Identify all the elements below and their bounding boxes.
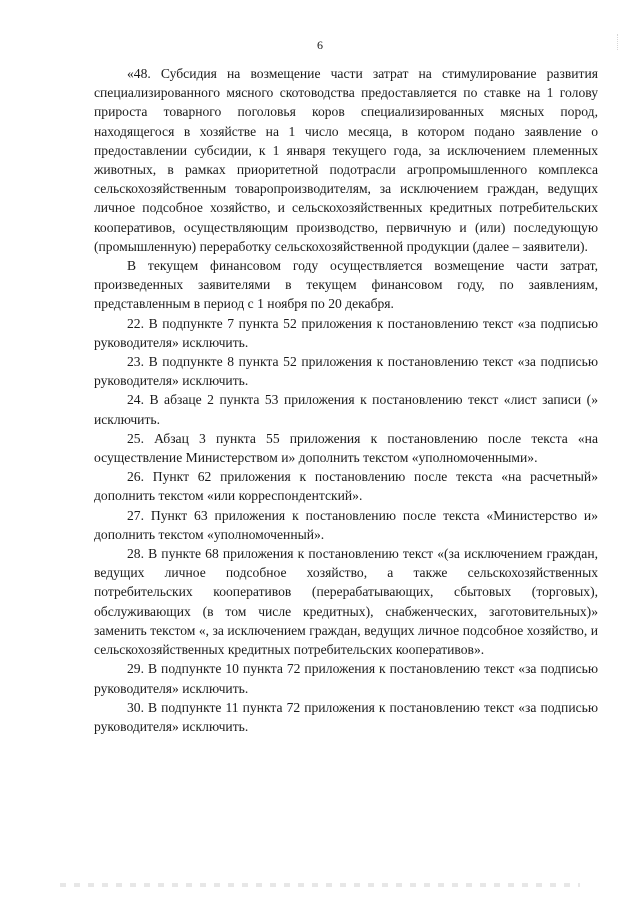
paragraph-25: 25. Абзац 3 пункта 55 приложения к постановлению после текста «на осуществление Министерством и» дополнить текстом «уполномоченными». xyxy=(94,430,598,466)
paragraph-26: 26. Пункт 62 приложения к постановлению после текста «на расчетный» дополнить текстом «или корреспондентский». xyxy=(94,469,598,504)
paragraph-29: 29. В подпункте 10 пункта 72 приложения к постановлению текст «за подписью руководителя» исключить. xyxy=(94,661,598,696)
paragraph-22: 22. В подпункте 7 пункта 52 приложения к постановлению текст «за подписью руководителя» исключить. xyxy=(94,315,598,350)
page-number: 6 xyxy=(317,38,323,52)
paragraph-27: 27. Пункт 63 приложения к постановлению после текста «Министерство и» дополнить текстом «уполномоченный». xyxy=(94,507,598,542)
paragraph-28: 28. В пункте 68 приложения к постановлению текст «(за исключением граждан, ведущих личное подсобное хозяйство, а также сельскохозяйственных потребительских кооперативов (перерабатывающих, сбытовых (торговых), обслуживающих (в том числе кредитных), снабженческих, заготовительных)» заменить текстом «, за исключением граждан, ведущих личное подсобное хозяйство, и сельскохозяйственных кредитных потребительских кооперативов». xyxy=(94,546,598,658)
paragraph-23: 23. В подпункте 8 пункта 52 приложения к постановлению текст «за подписью руководителя» исключить. xyxy=(94,354,598,389)
paragraph-48-continuation: В текущем финансовом году осуществляется возмещение части затрат, произведенных заявителями в текущем финансовом году, по заявлениям, представленным в период с 1 ноября по 20 декабря. xyxy=(94,258,598,312)
paragraph-24: 24. В абзаце 2 пункта 53 приложения к постановлению текст «лист записи (» исключить. xyxy=(94,392,598,427)
document-body xyxy=(94,64,598,736)
scan-artifact-line xyxy=(60,883,580,887)
paragraph-30: 30. В подпункте 11 пункта 72 приложения к постановлению текст «за подписью руководителя» исключить. xyxy=(94,699,598,734)
paragraph-48: «48. Субсидия на возмещение части затрат на стимулирование развития специализированного мясного скотоводства предоставляется по ставке на 1 голову прироста товарного поголовья коров специализированных мясных пород, находящегося в хозяйстве на 1 число месяца, в котором подано заявление о предоставлении субсидии, к 1 января текущего года, за исключением племенных животных, в рамках приоритетной подотрасли агропромышленного комплекса сельскохозяйственным товаропроизводителям, за исключением граждан, ведущих личное подсобное хозяйство, и сельскохозяйственных кредитных потребительских кооперативов, осуществляющим производство, первичную и (или) последующую (промышленную) переработку сельскохозяйственной продукции (далее – заявители). xyxy=(94,66,598,254)
